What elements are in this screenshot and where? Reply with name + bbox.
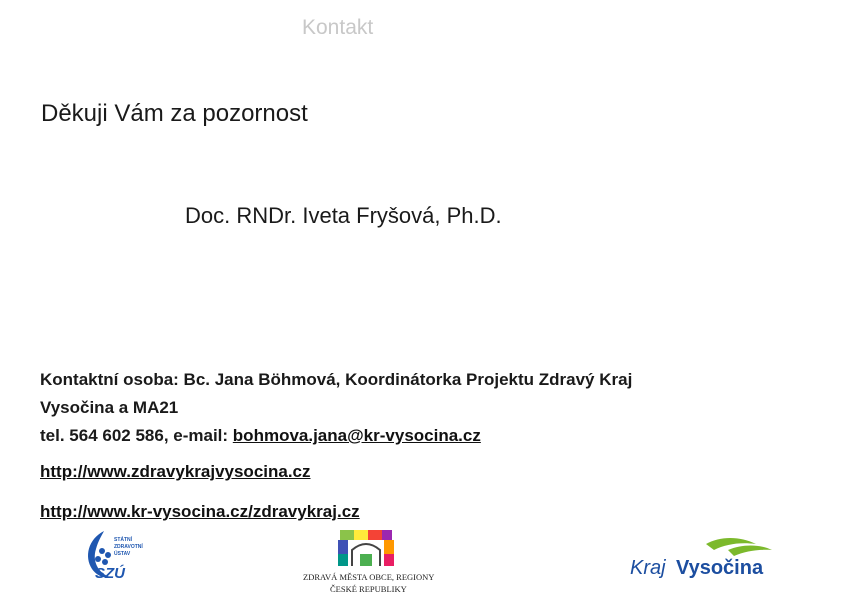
contact-phone-text: tel. 564 602 586, e-mail:: [40, 426, 233, 445]
thank-you-heading: Děkuji Vám za pozornost: [41, 100, 308, 127]
szu-text-1: STÁTNÍ: [114, 537, 133, 543]
szu-big-text: SZÚ: [95, 565, 125, 582]
kr-vysocina-link[interactable]: http://www.kr-vysocina.cz/zdravykraj.cz: [40, 502, 360, 521]
kraj-text: Kraj: [630, 557, 666, 579]
email-link[interactable]: bohmova.jana@kr-vysocina.cz: [232, 426, 481, 445]
author-name: Doc. RNDr. Iveta Fryšová, Ph.D.: [185, 203, 502, 228]
vysocina-text: Vysočina: [676, 557, 764, 579]
szu-text-2: ZDRAVOTNÍ: [114, 544, 143, 550]
kraj-vysocina-logo: [628, 534, 778, 582]
zdrava-mesta-text-2: ČESKÉ REPUBLIKY: [330, 584, 407, 594]
szu-text-3: ÚSTAV: [114, 551, 131, 557]
zdrava-mesta-text-1: ZDRAVÁ MĚSTA OBCE, REGIONY: [303, 572, 435, 582]
slide-title: Kontakt: [302, 16, 374, 39]
zdravy-kraj-link[interactable]: http://www.zdravykrajvysocina.cz: [40, 462, 311, 481]
contact-line-3: [40, 426, 481, 446]
contact-line-2: Vysočina a MA21: [40, 398, 179, 417]
contact-line-1: Kontaktní osoba: Bc. Jana Böhmová, Koordinátorka Projektu Zdravý Kraj: [40, 370, 633, 389]
szu-logo: [78, 529, 158, 585]
